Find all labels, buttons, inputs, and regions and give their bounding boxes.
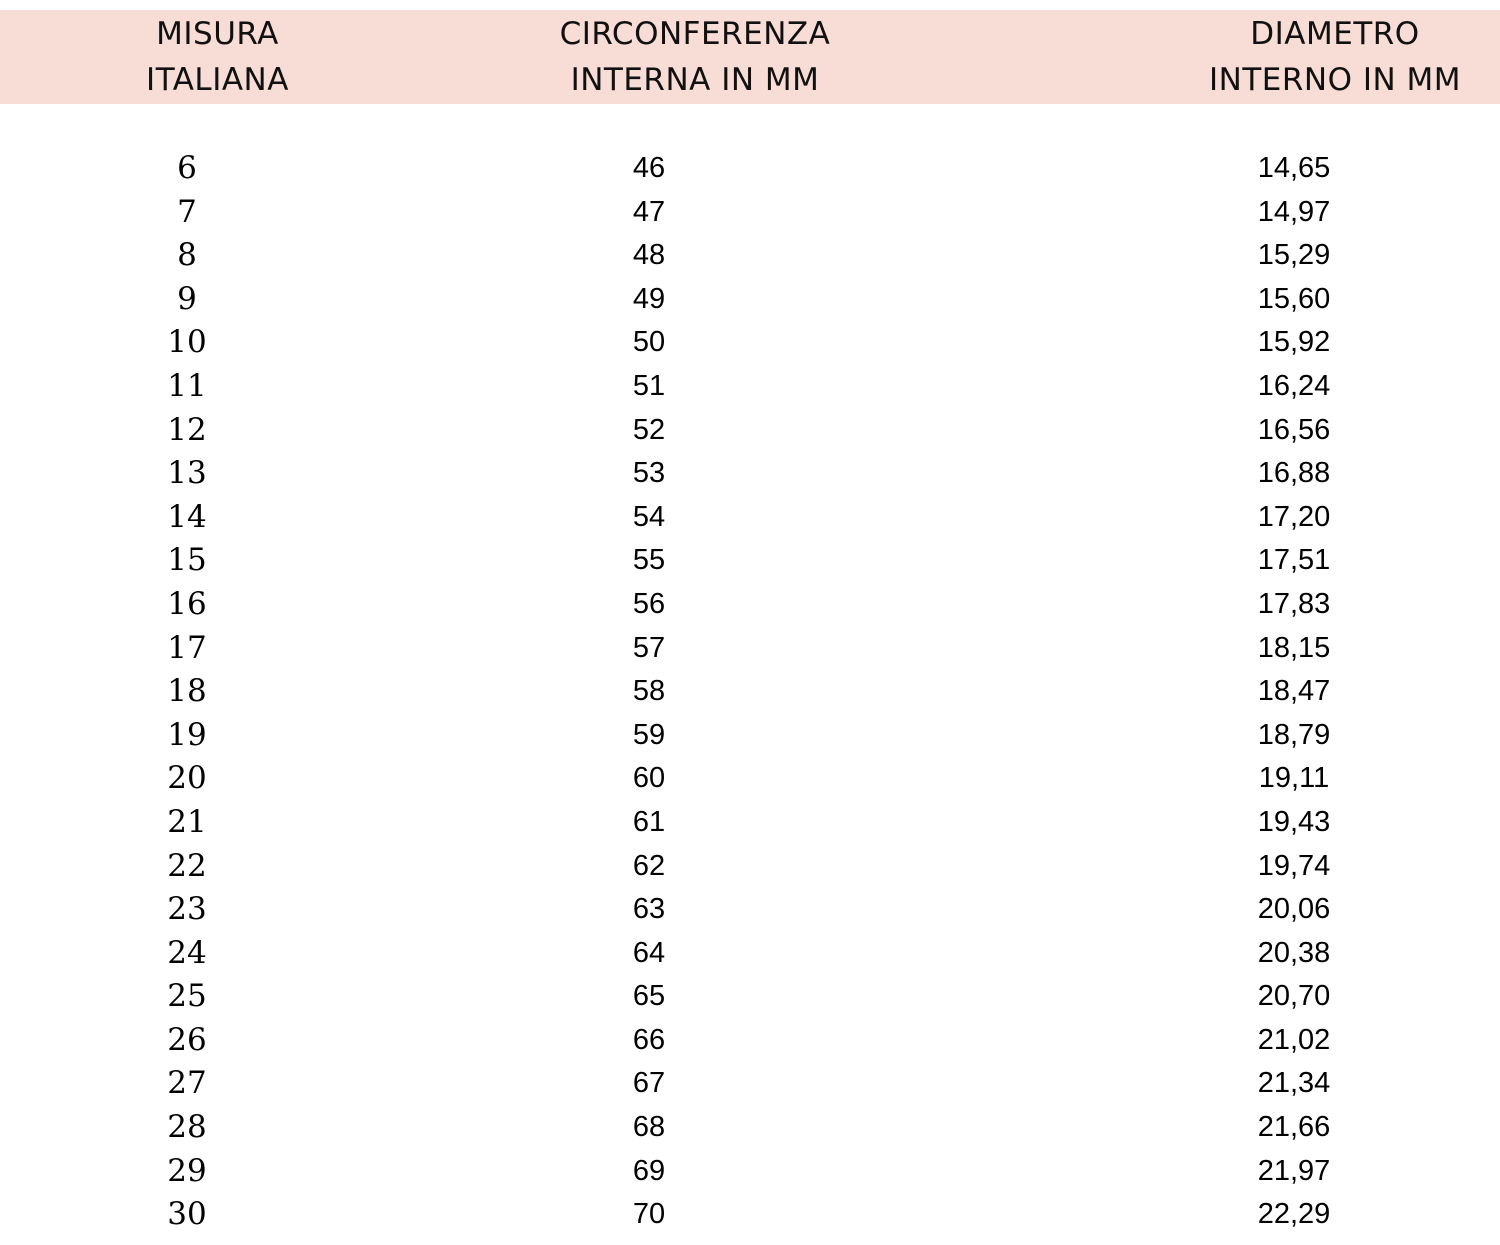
cell-circonferenza: 55	[632, 544, 666, 577]
cell-diametro: 16,24	[1257, 369, 1331, 402]
cell-misura: 7	[177, 193, 197, 230]
cell-misura: 13	[167, 455, 207, 492]
table-row	[0, 714, 1500, 758]
cell-circonferenza: 64	[632, 936, 666, 969]
table-row	[0, 539, 1500, 583]
cell-misura: 23	[167, 891, 207, 928]
cell-circonferenza: 57	[632, 631, 666, 664]
cell-diametro: 17,83	[1257, 587, 1331, 620]
cell-misura: 8	[177, 237, 197, 274]
table-row	[0, 627, 1500, 671]
table-row	[0, 801, 1500, 845]
header-circonferenza-interna	[520, 10, 870, 104]
table-row	[0, 845, 1500, 889]
cell-circonferenza: 48	[632, 239, 666, 272]
cell-circonferenza: 66	[632, 1023, 666, 1056]
cell-diametro: 22,29	[1257, 1198, 1331, 1231]
cell-misura: 16	[167, 585, 207, 622]
cell-misura: 18	[167, 673, 207, 710]
cell-circonferenza: 68	[632, 1111, 666, 1144]
table-header	[0, 10, 1500, 104]
cell-circonferenza: 46	[632, 152, 666, 184]
table-row	[0, 975, 1500, 1019]
cell-diametro: 20,70	[1257, 980, 1331, 1013]
header-misura-italiana	[90, 10, 345, 104]
table-row	[0, 278, 1500, 322]
cell-circonferenza: 61	[632, 805, 666, 838]
cell-misura: 30	[167, 1196, 207, 1233]
header-circonferenza-line-1: CIRCONFERENZA	[559, 16, 831, 52]
cell-diametro: 17,20	[1257, 500, 1331, 533]
cell-misura: 19	[167, 716, 207, 753]
cell-diametro: 18,15	[1257, 631, 1331, 664]
cell-diametro: 15,92	[1257, 326, 1331, 359]
cell-misura: 24	[167, 934, 207, 971]
table-row	[0, 452, 1500, 496]
cell-diametro: 16,88	[1257, 457, 1331, 490]
cell-diametro: 19,11	[1258, 762, 1330, 795]
cell-misura: 26	[167, 1021, 207, 1058]
cell-circonferenza: 70	[632, 1198, 666, 1231]
cell-diametro: 19,74	[1257, 849, 1331, 882]
cell-misura: 21	[167, 803, 207, 840]
cell-circonferenza: 51	[632, 369, 666, 402]
cell-diametro: 16,56	[1257, 413, 1331, 446]
table-row	[0, 191, 1500, 235]
cell-misura: 9	[177, 280, 197, 317]
cell-diametro: 19,43	[1257, 805, 1331, 838]
table-row	[0, 147, 1500, 191]
cell-misura: 17	[167, 629, 207, 666]
cell-diametro: 21,97	[1257, 1154, 1331, 1187]
cell-misura: 12	[167, 411, 207, 448]
cell-circonferenza: 56	[632, 587, 666, 620]
cell-diametro: 21,34	[1257, 1067, 1331, 1100]
cell-diametro: 18,79	[1257, 718, 1331, 751]
table-body	[0, 147, 1500, 1237]
cell-misura: 29	[167, 1152, 207, 1189]
cell-circonferenza: 63	[632, 893, 666, 926]
cell-misura: 28	[167, 1109, 207, 1146]
cell-circonferenza: 47	[632, 195, 666, 228]
cell-diametro: 17,51	[1257, 544, 1331, 577]
cell-circonferenza: 62	[632, 849, 666, 882]
table-row	[0, 1019, 1500, 1063]
header-circonferenza-line-2: INTERNA IN MM	[570, 62, 820, 98]
cell-diametro: 21,02	[1257, 1023, 1331, 1056]
cell-circonferenza: 54	[632, 500, 666, 533]
cell-diametro: 15,29	[1257, 239, 1331, 272]
cell-circonferenza: 58	[632, 675, 666, 708]
cell-circonferenza: 60	[632, 762, 666, 795]
table-row	[0, 321, 1500, 365]
header-diametro-line-2: INTERNO IN MM	[1208, 62, 1462, 98]
cell-circonferenza: 65	[632, 980, 666, 1013]
table-row	[0, 583, 1500, 627]
cell-misura: 20	[167, 760, 207, 797]
cell-diametro: 20,38	[1257, 936, 1331, 969]
table-row	[0, 670, 1500, 714]
cell-misura: 6	[177, 150, 197, 186]
cell-circonferenza: 52	[632, 413, 666, 446]
cell-diametro: 14,65	[1257, 152, 1331, 184]
table-row	[0, 757, 1500, 801]
header-misura-line-1: MISURA	[156, 16, 279, 52]
header-misura-line-2: ITALIANA	[146, 62, 289, 98]
cell-circonferenza: 67	[632, 1067, 666, 1100]
table-row	[0, 234, 1500, 278]
table-row	[0, 932, 1500, 976]
table-row	[0, 365, 1500, 409]
cell-diametro: 20,06	[1257, 893, 1331, 926]
cell-misura: 22	[167, 847, 207, 884]
table-row	[0, 888, 1500, 932]
cell-diametro: 15,60	[1257, 282, 1331, 315]
cell-circonferenza: 50	[632, 326, 666, 359]
table-row	[0, 1193, 1500, 1237]
table-row	[0, 1062, 1500, 1106]
cell-misura: 25	[167, 978, 207, 1015]
table-row	[0, 409, 1500, 453]
header-diametro-interno	[1180, 10, 1490, 104]
header-diametro-line-1: DIAMETRO	[1250, 16, 1420, 52]
cell-diametro: 18,47	[1257, 675, 1331, 708]
cell-misura: 15	[167, 542, 207, 579]
cell-circonferenza: 53	[632, 457, 666, 490]
cell-misura: 11	[167, 367, 207, 404]
cell-circonferenza: 49	[632, 282, 666, 315]
table-row	[0, 496, 1500, 540]
table-row	[0, 1106, 1500, 1150]
cell-misura: 27	[167, 1065, 207, 1102]
cell-diametro: 14,97	[1257, 195, 1331, 228]
cell-misura: 10	[167, 324, 207, 361]
cell-circonferenza: 59	[632, 718, 666, 751]
cell-misura: 14	[167, 498, 207, 535]
cell-diametro: 21,66	[1257, 1111, 1331, 1144]
cell-circonferenza: 69	[632, 1154, 666, 1187]
table-row	[0, 1150, 1500, 1194]
